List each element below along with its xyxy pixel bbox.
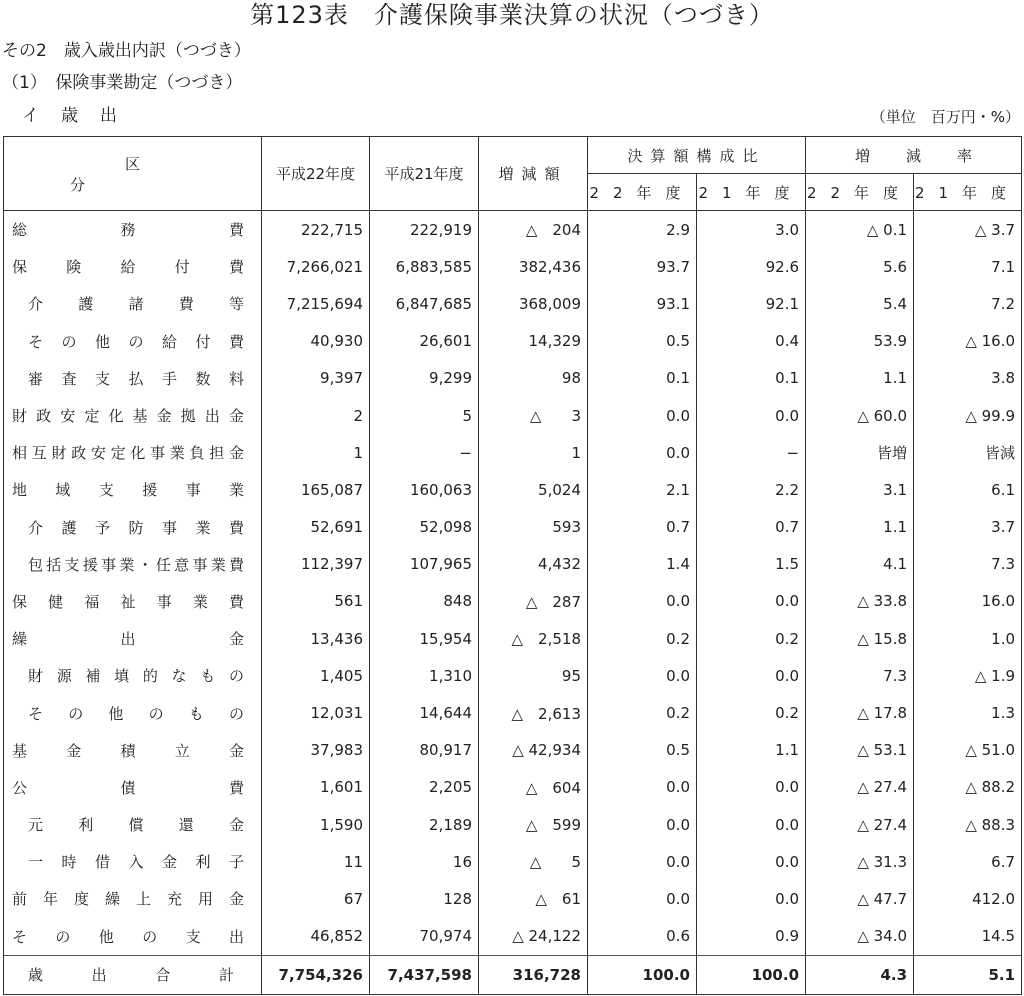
composition-21: 1.1: [697, 732, 806, 769]
rate-21: △ 99.9: [914, 397, 1022, 434]
rate-22: 3.1: [806, 471, 914, 508]
composition-21: 0.0: [697, 769, 806, 806]
value-fy21: 107,965: [370, 546, 479, 583]
total-value-fy21: 7,437,598: [370, 955, 479, 994]
row-label: 一時借入金利子: [28, 853, 244, 872]
header-category: [4, 137, 262, 211]
composition-21: 1.5: [697, 546, 806, 583]
rate-22: △ 27.4: [806, 769, 914, 806]
rate-22: △ 53.1: [806, 732, 914, 769]
row-label-cell: [4, 657, 262, 694]
row-label-cell: [4, 843, 262, 880]
table-row: [4, 397, 1022, 434]
row-label: その他の支出: [12, 927, 244, 946]
rate-22: △ 33.8: [806, 583, 914, 620]
row-label-cell: [4, 360, 262, 397]
composition-21: 92.1: [697, 285, 806, 322]
rate-21: △ 1.9: [914, 657, 1022, 694]
value-fy21: 26,601: [370, 323, 479, 360]
value-fy21: 2,205: [370, 769, 479, 806]
value-fy21: 15,954: [370, 620, 479, 657]
composition-22: 0.5: [588, 732, 697, 769]
change-amount: △ 24,122: [479, 918, 588, 956]
row-label: 保健福祉事業費: [12, 592, 244, 611]
value-fy21: 80,917: [370, 732, 479, 769]
change-amount: 98: [479, 360, 588, 397]
value-fy22: 37,983: [262, 732, 370, 769]
change-amount: △ 5: [479, 843, 588, 880]
value-fy22: 1: [262, 434, 370, 471]
row-label: その他のもの: [28, 704, 244, 723]
row-label-cell: [4, 732, 262, 769]
value-fy21: 5: [370, 397, 479, 434]
composition-21: 0.7: [697, 509, 806, 546]
header-fy21: 平成21年度: [370, 137, 479, 211]
row-label: 公債費: [12, 778, 244, 797]
rate-21: △ 88.2: [914, 769, 1022, 806]
row-label-cell: [4, 880, 262, 917]
rate-21: 1.0: [914, 620, 1022, 657]
rate-21: 412.0: [914, 880, 1022, 917]
row-label: 元利償還金: [28, 816, 244, 835]
table-row: [4, 694, 1022, 731]
value-fy22: 9,397: [262, 360, 370, 397]
rate-22: 53.9: [806, 323, 914, 360]
total-composition-22: 100.0: [588, 955, 697, 994]
row-label-cell: [4, 806, 262, 843]
row-label-cell: [4, 323, 262, 360]
table-row: [4, 211, 1022, 249]
header-fy22: 平成22年度: [262, 137, 370, 211]
row-label: 総務費: [12, 221, 244, 240]
value-fy22: 40,930: [262, 323, 370, 360]
total-row: [4, 955, 1022, 994]
composition-22: 0.0: [588, 769, 697, 806]
table-row: [4, 509, 1022, 546]
composition-22: 0.2: [588, 694, 697, 731]
header-category-label: 区分: [69, 154, 250, 194]
row-label-cell: [4, 546, 262, 583]
composition-22: 0.2: [588, 620, 697, 657]
rate-21: 7.2: [914, 285, 1022, 322]
total-label-cell: [4, 955, 262, 994]
rate-22: 5.6: [806, 248, 914, 285]
value-fy22: 52,691: [262, 509, 370, 546]
table-row: [4, 769, 1022, 806]
composition-22: 0.0: [588, 843, 697, 880]
table-row: [4, 583, 1022, 620]
value-fy21: 128: [370, 880, 479, 917]
table-row: [4, 657, 1022, 694]
change-amount: △ 599: [479, 806, 588, 843]
composition-22: 0.5: [588, 323, 697, 360]
rate-22: △ 15.8: [806, 620, 914, 657]
row-label-cell: [4, 471, 262, 508]
change-amount: △ 604: [479, 769, 588, 806]
rate-21: 6.7: [914, 843, 1022, 880]
change-amount: △ 204: [479, 211, 588, 249]
value-fy22: 1,601: [262, 769, 370, 806]
composition-22: 0.7: [588, 509, 697, 546]
rate-21: △ 3.7: [914, 211, 1022, 249]
unit-note: （単位 百万円・%）: [870, 108, 1020, 126]
row-label: 介護諸費等: [28, 295, 244, 314]
rate-21: 7.1: [914, 248, 1022, 285]
subtitle-account: （1） 保険事業勘定（つづき）: [2, 73, 243, 93]
rate-22: 1.1: [806, 360, 914, 397]
composition-21: 0.4: [697, 323, 806, 360]
value-fy22: 46,852: [262, 918, 370, 956]
table-row: [4, 620, 1022, 657]
rate-21: △ 51.0: [914, 732, 1022, 769]
composition-21: 0.2: [697, 694, 806, 731]
value-fy21: 848: [370, 583, 479, 620]
header-rate: [806, 137, 1022, 174]
total-rate-22: 4.3: [806, 955, 914, 994]
change-amount: △ 42,934: [479, 732, 588, 769]
row-label: 財源補填的なもの: [28, 667, 244, 686]
value-fy22: 67: [262, 880, 370, 917]
value-fy21: 222,919: [370, 211, 479, 249]
header-rate-label: 増減率: [855, 146, 1009, 165]
subtitle-section: その2 歳入歳出内訳（つづき）: [2, 41, 251, 61]
table-row: [4, 248, 1022, 285]
value-fy21: 6,847,685: [370, 285, 479, 322]
value-fy22: 165,087: [262, 471, 370, 508]
change-amount: 593: [479, 509, 588, 546]
composition-22: 0.0: [588, 583, 697, 620]
composition-22: 0.0: [588, 397, 697, 434]
value-fy21: 160,063: [370, 471, 479, 508]
composition-21: 0.0: [697, 880, 806, 917]
rate-21: 16.0: [914, 583, 1022, 620]
rate-21: 3.8: [914, 360, 1022, 397]
row-label-cell: [4, 620, 262, 657]
value-fy22: 561: [262, 583, 370, 620]
value-fy21: 52,098: [370, 509, 479, 546]
rate-22: △ 0.1: [806, 211, 914, 249]
table-row: [4, 434, 1022, 471]
table-row: [4, 323, 1022, 360]
composition-22: 0.1: [588, 360, 697, 397]
rate-21: 6.1: [914, 471, 1022, 508]
table-row: [4, 732, 1022, 769]
row-label-cell: [4, 211, 262, 249]
rate-22: △ 17.8: [806, 694, 914, 731]
value-fy21: 1,310: [370, 657, 479, 694]
rate-22: 1.1: [806, 509, 914, 546]
table-row: [4, 546, 1022, 583]
rate-22: △ 27.4: [806, 806, 914, 843]
composition-21: 92.6: [697, 248, 806, 285]
rate-22: △ 31.3: [806, 843, 914, 880]
row-label: 相互財政安定化事業負担金: [12, 444, 244, 463]
composition-22: 0.0: [588, 434, 697, 471]
composition-21: 2.2: [697, 471, 806, 508]
value-fy22: 13,436: [262, 620, 370, 657]
table-row: [4, 918, 1022, 956]
value-fy21: 9,299: [370, 360, 479, 397]
change-amount: △ 3: [479, 397, 588, 434]
total-change-amount: 316,728: [479, 955, 588, 994]
composition-21: 3.0: [697, 211, 806, 249]
composition-22: 0.0: [588, 657, 697, 694]
row-label-cell: [4, 918, 262, 956]
value-fy22: 7,215,694: [262, 285, 370, 322]
change-amount: △ 287: [479, 583, 588, 620]
total-rate-21: 5.1: [914, 955, 1022, 994]
row-label-cell: [4, 769, 262, 806]
value-fy21: 6,883,585: [370, 248, 479, 285]
row-label-cell: [4, 509, 262, 546]
rate-21: 3.7: [914, 509, 1022, 546]
value-fy21: 16: [370, 843, 479, 880]
value-fy21: −: [370, 434, 479, 471]
row-label: 包括支援事業・任意事業費: [28, 555, 244, 574]
rate-21: 14.5: [914, 918, 1022, 956]
change-amount: △ 61: [479, 880, 588, 917]
row-label: 保険給付費: [12, 258, 244, 277]
header-rate-21: 21年度: [914, 174, 1022, 211]
composition-22: 93.1: [588, 285, 697, 322]
value-fy22: 11: [262, 843, 370, 880]
rate-22: 7.3: [806, 657, 914, 694]
row-label: その他の給付費: [28, 332, 244, 351]
header-rate-22: 22年度: [806, 174, 914, 211]
rate-22: 皆増: [806, 434, 914, 471]
value-fy22: 112,397: [262, 546, 370, 583]
change-amount: 4,432: [479, 546, 588, 583]
table-row: [4, 471, 1022, 508]
value-fy22: 1,405: [262, 657, 370, 694]
composition-21: 0.0: [697, 657, 806, 694]
composition-21: 0.0: [697, 583, 806, 620]
rate-21: △ 16.0: [914, 323, 1022, 360]
change-amount: 382,436: [479, 248, 588, 285]
change-amount: 14,329: [479, 323, 588, 360]
composition-21: 0.9: [697, 918, 806, 956]
header-composition: 決算額構成比: [588, 137, 806, 174]
composition-21: 0.2: [697, 620, 806, 657]
row-label: 介護予防事業費: [28, 518, 244, 537]
row-label: 基金積立金: [12, 741, 244, 760]
total-label: 歳出合計: [28, 966, 234, 985]
row-label: 審査支払手数料: [28, 369, 244, 388]
row-label-cell: [4, 285, 262, 322]
rate-21: 皆減: [914, 434, 1022, 471]
composition-21: 0.0: [697, 843, 806, 880]
table-row: [4, 806, 1022, 843]
value-fy22: 2: [262, 397, 370, 434]
rate-21: 7.3: [914, 546, 1022, 583]
row-label: 繰出金: [12, 630, 244, 649]
composition-22: 1.4: [588, 546, 697, 583]
page-title: 第123表 介護保険事業決算の状況（つづき）: [250, 1, 774, 29]
composition-22: 2.9: [588, 211, 697, 249]
rate-22: 5.4: [806, 285, 914, 322]
composition-21: 0.0: [697, 806, 806, 843]
header-comp-22: 22年度: [588, 174, 697, 211]
composition-21: 0.1: [697, 360, 806, 397]
change-amount: 5,024: [479, 471, 588, 508]
rate-22: 4.1: [806, 546, 914, 583]
table-row: [4, 285, 1022, 322]
rate-22: △ 34.0: [806, 918, 914, 956]
row-label-cell: [4, 694, 262, 731]
row-label: 地域支援事業: [12, 481, 244, 500]
header-comp-21: 21年度: [697, 174, 806, 211]
value-fy22: 222,715: [262, 211, 370, 249]
rate-22: △ 47.7: [806, 880, 914, 917]
change-amount: 1: [479, 434, 588, 471]
change-amount: 368,009: [479, 285, 588, 322]
row-label: 財政安定化基金拠出金: [12, 407, 244, 426]
header-change: 増減額: [479, 137, 588, 211]
composition-22: 0.6: [588, 918, 697, 956]
row-label: 前年度繰上充用金: [12, 890, 244, 909]
expenditure-table: [3, 136, 1022, 995]
table-row: [4, 880, 1022, 917]
subtitle-expenditure: イ歳出: [22, 106, 139, 126]
value-fy22: 1,590: [262, 806, 370, 843]
table-body: [4, 211, 1022, 995]
composition-21: 0.0: [697, 397, 806, 434]
total-composition-21: 100.0: [697, 955, 806, 994]
row-label-cell: [4, 434, 262, 471]
composition-22: 2.1: [588, 471, 697, 508]
rate-21: 1.3: [914, 694, 1022, 731]
composition-22: 0.0: [588, 880, 697, 917]
rate-22: △ 60.0: [806, 397, 914, 434]
composition-22: 93.7: [588, 248, 697, 285]
row-label-cell: [4, 248, 262, 285]
row-label-cell: [4, 583, 262, 620]
change-amount: △ 2,613: [479, 694, 588, 731]
value-fy21: 2,189: [370, 806, 479, 843]
table-row: [4, 360, 1022, 397]
total-value-fy22: 7,754,326: [262, 955, 370, 994]
row-label-cell: [4, 397, 262, 434]
change-amount: 95: [479, 657, 588, 694]
change-amount: △ 2,518: [479, 620, 588, 657]
rate-21: △ 88.3: [914, 806, 1022, 843]
value-fy22: 7,266,021: [262, 248, 370, 285]
value-fy22: 12,031: [262, 694, 370, 731]
composition-21: −: [697, 434, 806, 471]
value-fy21: 70,974: [370, 918, 479, 956]
table-row: [4, 843, 1022, 880]
value-fy21: 14,644: [370, 694, 479, 731]
composition-22: 0.0: [588, 806, 697, 843]
